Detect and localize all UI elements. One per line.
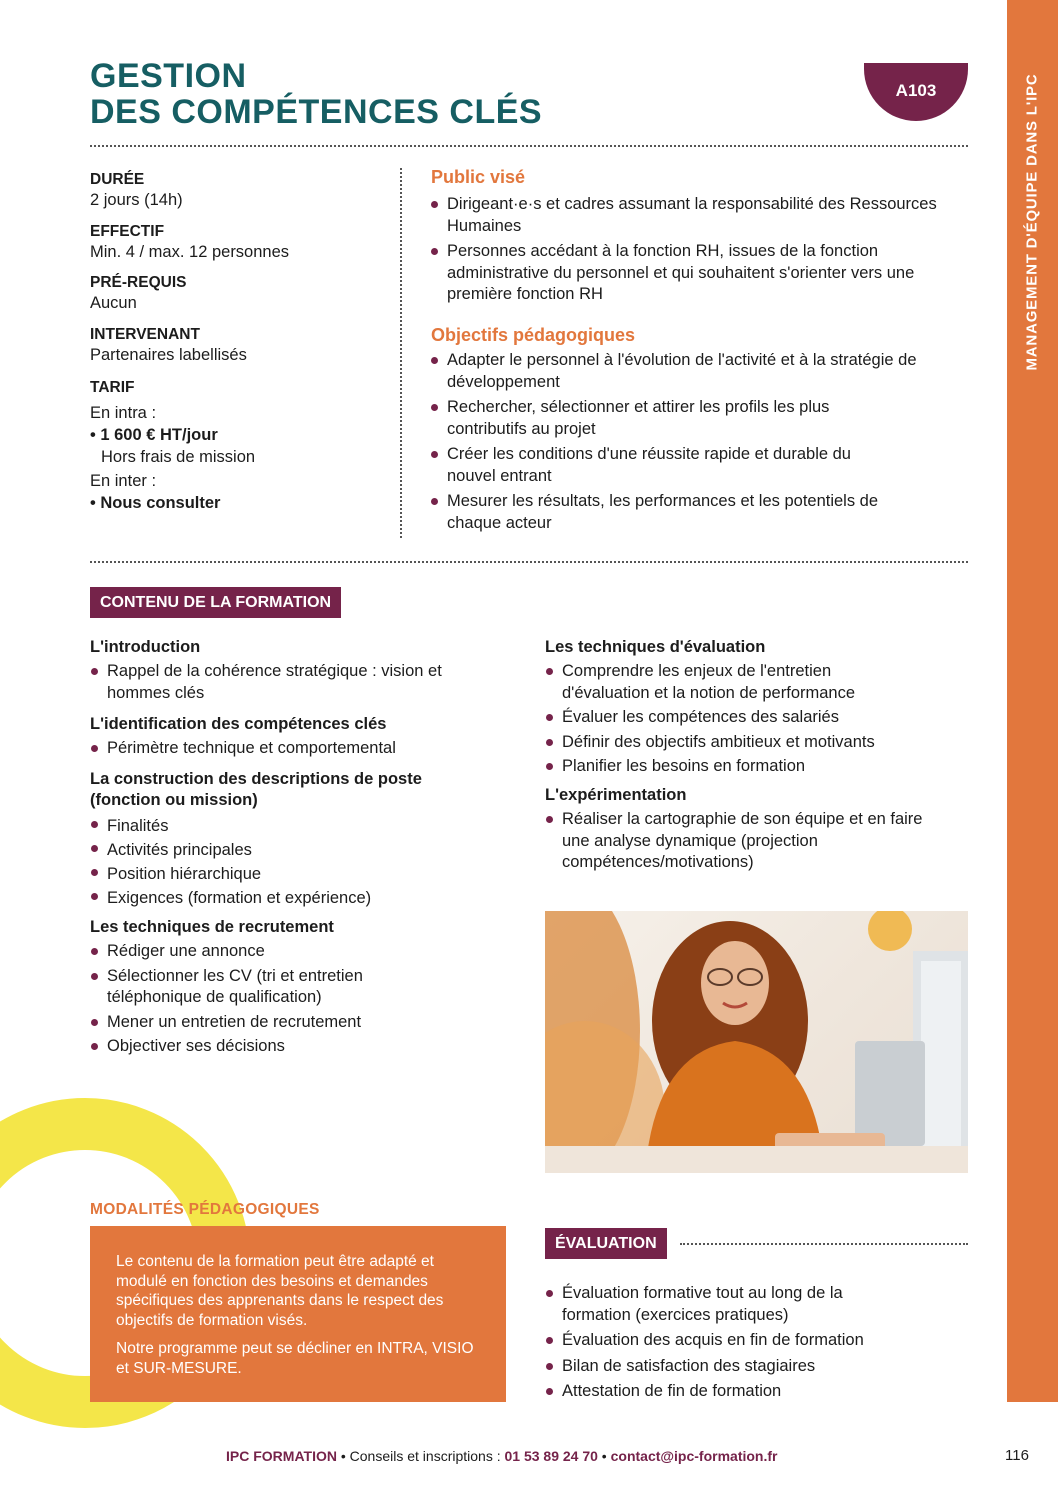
divider-evaluation [680, 1243, 968, 1245]
duree-label: DURÉE [90, 171, 145, 188]
list-item: Exigences (formation et expérience) [90, 886, 510, 910]
info-prerequis [90, 272, 390, 314]
list-item: Rappel de la cohérence stratégique : vision et hommes clés [90, 661, 450, 704]
divider-middle [90, 561, 968, 563]
contenu-label: CONTENU DE LA FORMATION [90, 587, 341, 618]
info-effectif [90, 221, 390, 263]
list-item: Mener un entretien de recrutement [90, 1012, 430, 1034]
page-number: 116 [1005, 1447, 1029, 1464]
modalites-paragraph-2: Notre programme peut se décliner en INTRA, VISIO et SUR-MESURE. [116, 1340, 474, 1377]
list-item: Sélectionner les CV (tri et entretien téléphonique de qualification) [90, 966, 430, 1009]
list-item: Bilan de satisfaction des stagiaires [545, 1356, 945, 1378]
tarif-label: TARIF [90, 379, 135, 396]
tarif-intra-label: En intra : [90, 404, 157, 422]
modalites-box [90, 1226, 506, 1402]
footer-email-link[interactable]: contact@ipc-formation.fr [610, 1448, 778, 1464]
list-item: Adapter le personnel à l'évolution de l'activité et à la stratégie de développement [430, 350, 970, 393]
photo-woman-at-desk [545, 911, 968, 1173]
section-title: Les techniques de recrutement [90, 918, 334, 936]
objectifs-list [430, 350, 970, 534]
section-list [545, 809, 945, 874]
footer-sep-2: • [597, 1448, 611, 1464]
effectif-label: EFFECTIF [90, 223, 165, 240]
tarif-inter-value: • Nous consulter [90, 494, 221, 512]
public-list [430, 194, 970, 306]
list-item: Créer les conditions d'une réussite rapide et durable du nouvel entrant [430, 444, 900, 487]
modalites-paragraph-1: Le contenu de la formation peut être adapté et modulé en fonction des besoins et demandes spécifiques des apprenants dans le respect des objectifs de formation visés. [116, 1253, 444, 1329]
section-list [90, 661, 450, 704]
footer-phone[interactable]: 01 53 89 24 70 [504, 1448, 598, 1464]
tarif-intra-price: • 1 600 € HT/jour [90, 426, 218, 444]
prerequis-label: PRÉ-REQUIS [90, 274, 187, 291]
modalites-title: MODALITÉS PÉDAGOGIQUES [90, 1201, 320, 1218]
info-duree [90, 169, 390, 211]
tarif-intra-note: Hors frais de mission [101, 448, 256, 466]
list-item: Position hiérarchique [90, 862, 510, 886]
divider-vertical [400, 168, 402, 538]
intervenant-value: Partenaires labellisés [90, 346, 247, 364]
list-item: Périmètre technique et comportemental [90, 738, 510, 760]
list-item: Évaluer les compétences des salariés [545, 707, 965, 729]
section-list [90, 814, 510, 910]
list-item: Évaluation formative tout au long de la formation (exercices pratiques) [545, 1283, 885, 1326]
section-title: L'identification des compétences clés [90, 715, 387, 733]
intervenant-label: INTERVENANT [90, 326, 200, 343]
info-intervenant [90, 324, 390, 366]
duree-value: 2 jours (14h) [90, 191, 183, 209]
evaluation-list [545, 1283, 945, 1403]
footer-brand: IPC FORMATION [226, 1448, 337, 1464]
list-item: Définir des objectifs ambitieux et motivants [545, 732, 965, 754]
list-item: Finalités [90, 814, 510, 838]
footer-sep-1: • Conseils et inscriptions : [336, 1448, 505, 1464]
list-item: Personnes accédant à la fonction RH, issues de la fonction administrative du personnel et qui souhaitent s'orienter vers une première fonction RH [430, 241, 970, 306]
list-item: Comprendre les enjeux de l'entretien d'évaluation et la notion de performance [545, 661, 915, 704]
page-title [90, 58, 542, 130]
list-item: Objectiver ses décisions [90, 1036, 430, 1058]
effectif-value: Min. 4 / max. 12 personnes [90, 243, 290, 261]
title-line-1: GESTION [90, 57, 247, 95]
footer [226, 1448, 778, 1464]
divider-top [90, 145, 968, 147]
list-item: Attestation de fin de formation [545, 1381, 945, 1403]
section-title: La construction des descriptions de poste (fonction ou mission) [90, 770, 422, 809]
side-label-text: MANAGEMENT D'ÉQUIPE DANS L'IPC [1023, 73, 1041, 371]
evaluation-label: ÉVALUATION [545, 1228, 667, 1259]
section-title: L'introduction [90, 638, 201, 656]
title-line-2: DES COMPÉTENCES CLÉS [90, 93, 543, 131]
section-title: Les techniques d'évaluation [545, 638, 766, 656]
list-item: Rechercher, sélectionner et attirer les profils les plus contributifs au projet [430, 397, 900, 440]
list-item: Planifier les besoins en formation [545, 756, 965, 778]
objectifs-heading: Objectifs pédagogiques [431, 325, 636, 345]
info-tarif [90, 377, 390, 514]
list-item: Réaliser la cartographie de son équipe et en faire une analyse dynamique (projection compétences/motivations) [545, 809, 945, 874]
reference-badge: A103 [864, 63, 968, 121]
section-title: L'expérimentation [545, 786, 687, 804]
public-heading: Public visé [431, 167, 526, 187]
list-item: Mesurer les résultats, les performances et les potentiels de chaque acteur [430, 491, 930, 534]
list-item: Activités principales [90, 838, 510, 862]
photo-illustration [545, 911, 968, 1173]
list-item: Rédiger une annonce [90, 941, 430, 963]
section-list [90, 738, 510, 760]
section-list [545, 661, 965, 778]
tarif-inter-label: En inter : [90, 472, 157, 490]
prerequis-value: Aucun [90, 294, 137, 312]
section-list [90, 941, 430, 1058]
list-item: Dirigeant·e·s et cadres assumant la responsabilité des Ressources Humaines [430, 194, 970, 237]
list-item: Évaluation des acquis en fin de formation [545, 1330, 945, 1352]
